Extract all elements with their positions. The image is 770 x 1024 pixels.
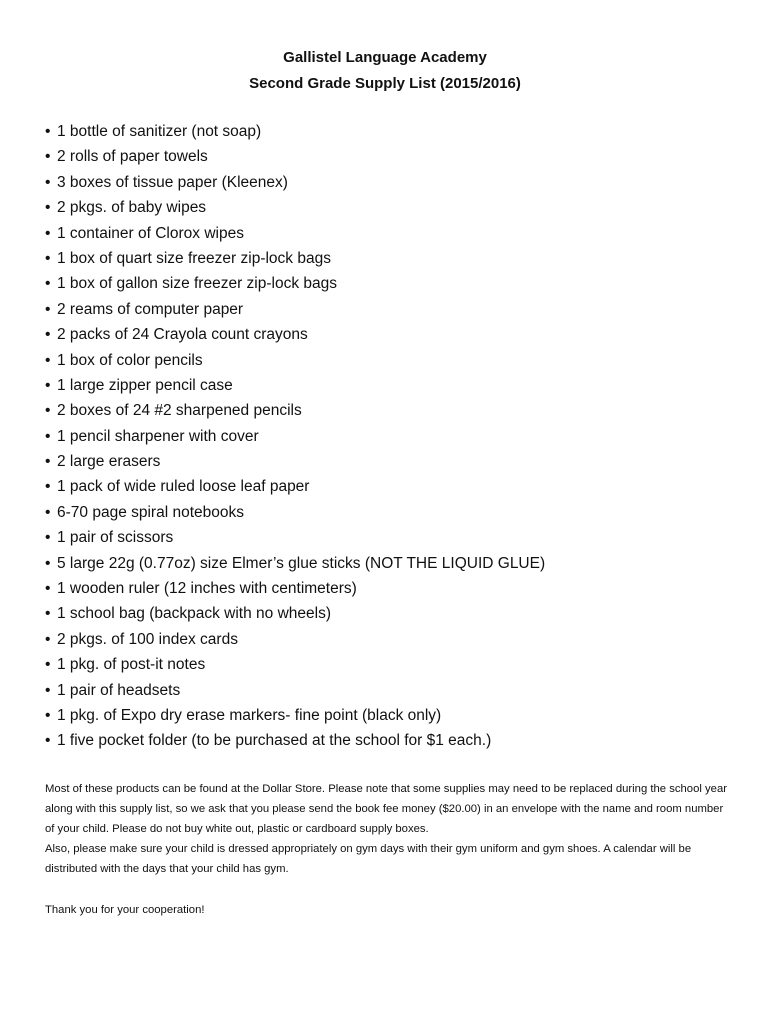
supply-item bbox=[45, 449, 745, 474]
bullet-icon: • bbox=[45, 402, 51, 420]
closing-note: Thank you for your cooperation! bbox=[45, 904, 205, 916]
supply-item bbox=[45, 398, 745, 423]
supply-item-text: 1 box of quart size freezer zip-lock bags bbox=[57, 249, 331, 267]
bullet-icon: • bbox=[45, 376, 51, 394]
supply-item-text: 5 large 22g (0.77oz) size Elmer’s glue sticks (NOT THE LIQUID GLUE) bbox=[57, 554, 546, 572]
supply-item-text: 1 pair of headsets bbox=[57, 681, 181, 699]
bullet-icon: • bbox=[45, 529, 51, 547]
supply-item-text: 2 packs of 24 Crayola count crayons bbox=[57, 326, 308, 344]
supply-item bbox=[45, 144, 745, 169]
supply-item-text: 1 bottle of sanitizer (not soap) bbox=[57, 123, 262, 140]
bullet-icon: • bbox=[45, 427, 51, 445]
supply-item bbox=[45, 474, 745, 499]
bullet-icon: • bbox=[45, 351, 51, 369]
supply-item-text: 1 school bag (backpack with no wheels) bbox=[57, 605, 331, 623]
supply-item-text: 2 reams of computer paper bbox=[57, 300, 244, 318]
supply-item bbox=[45, 678, 745, 703]
supply-item-text: 1 box of color pencils bbox=[57, 351, 203, 369]
supply-item bbox=[45, 170, 745, 195]
supply-item bbox=[45, 576, 745, 601]
bullet-icon: • bbox=[45, 148, 51, 166]
bullet-icon: • bbox=[45, 503, 51, 521]
supply-item bbox=[45, 627, 745, 652]
bullet-icon: • bbox=[45, 554, 51, 572]
bullet-icon: • bbox=[45, 580, 51, 598]
bullet-icon: • bbox=[45, 123, 51, 140]
supply-item-text: 2 large erasers bbox=[57, 453, 161, 471]
supply-item bbox=[45, 246, 745, 271]
notes-section bbox=[45, 779, 735, 879]
supply-item-text: 1 five pocket folder (to be purchased at the school for $1 each.) bbox=[57, 732, 492, 750]
supply-item bbox=[45, 703, 745, 728]
supply-item bbox=[45, 551, 745, 576]
notes-paragraph: Most of these products can be found at the Dollar Store. Please note that some supplies may need to be replaced during the school year along with this supply list, so we ask that you please send the book fee money ($20.00) in an envelope with the name and room number of your child. Please do not buy white out, plastic or cardboard supply boxes. bbox=[45, 783, 727, 835]
supply-item bbox=[45, 195, 745, 220]
supply-item bbox=[45, 348, 745, 373]
supply-item-text: 2 rolls of paper towels bbox=[57, 148, 208, 166]
supply-item bbox=[45, 500, 745, 525]
bullet-icon: • bbox=[45, 706, 51, 724]
supply-item-text: 2 pkgs. of baby wipes bbox=[57, 199, 207, 217]
bullet-icon: • bbox=[45, 630, 51, 648]
bullet-icon: • bbox=[45, 173, 51, 191]
supply-item bbox=[45, 221, 745, 246]
supply-item-text: 1 pkg. of Expo dry erase markers- fine point (black only) bbox=[57, 706, 442, 724]
supply-item bbox=[45, 424, 745, 449]
bullet-icon: • bbox=[45, 249, 51, 267]
bullet-icon: • bbox=[45, 300, 51, 318]
supply-item-text: 1 wooden ruler (12 inches with centimeters) bbox=[57, 580, 357, 598]
supply-item bbox=[45, 373, 745, 398]
bullet-icon: • bbox=[45, 199, 51, 217]
supply-item bbox=[45, 297, 745, 322]
supply-item-text: 3 boxes of tissue paper (Kleenex) bbox=[57, 173, 288, 191]
supply-item-text: 6-70 page spiral notebooks bbox=[57, 503, 244, 521]
supply-item-text: 2 pkgs. of 100 index cards bbox=[57, 630, 238, 648]
supply-item bbox=[45, 119, 745, 144]
supply-item-text: 2 boxes of 24 #2 sharpened pencils bbox=[57, 402, 302, 420]
supply-item bbox=[45, 322, 745, 347]
supply-item-text: 1 large zipper pencil case bbox=[57, 376, 233, 394]
list-title: Second Grade Supply List (2015/2016) bbox=[249, 75, 521, 92]
bullet-icon: • bbox=[45, 656, 51, 674]
supply-item-text: 1 box of gallon size freezer zip-lock bags bbox=[57, 275, 338, 293]
supply-item-text: 1 pack of wide ruled loose leaf paper bbox=[57, 478, 310, 496]
supply-item bbox=[45, 525, 745, 550]
bullet-icon: • bbox=[45, 681, 51, 699]
bullet-icon: • bbox=[45, 326, 51, 344]
supply-item-text: 1 pair of scissors bbox=[57, 529, 174, 547]
school-name: Gallistel Language Academy bbox=[283, 49, 487, 66]
supply-item-text: 1 pkg. of post-it notes bbox=[57, 656, 206, 674]
bullet-icon: • bbox=[45, 224, 51, 242]
supply-item-text: 1 container of Clorox wipes bbox=[57, 224, 244, 242]
supply-item bbox=[45, 728, 745, 753]
notes-paragraph: Also, please make sure your child is dressed appropriately on gym days with their gym uniform and gym shoes. A calendar will be distributed with the days that your child has gym. bbox=[45, 843, 692, 875]
supply-list bbox=[45, 119, 745, 754]
supply-item bbox=[45, 652, 745, 677]
bullet-icon: • bbox=[45, 478, 51, 496]
bullet-icon: • bbox=[45, 605, 51, 623]
bullet-icon: • bbox=[45, 453, 51, 471]
supply-item-text: 1 pencil sharpener with cover bbox=[57, 427, 259, 445]
bullet-icon: • bbox=[45, 275, 51, 293]
supply-item bbox=[45, 601, 745, 626]
supply-item bbox=[45, 271, 745, 296]
bullet-icon: • bbox=[45, 732, 51, 750]
